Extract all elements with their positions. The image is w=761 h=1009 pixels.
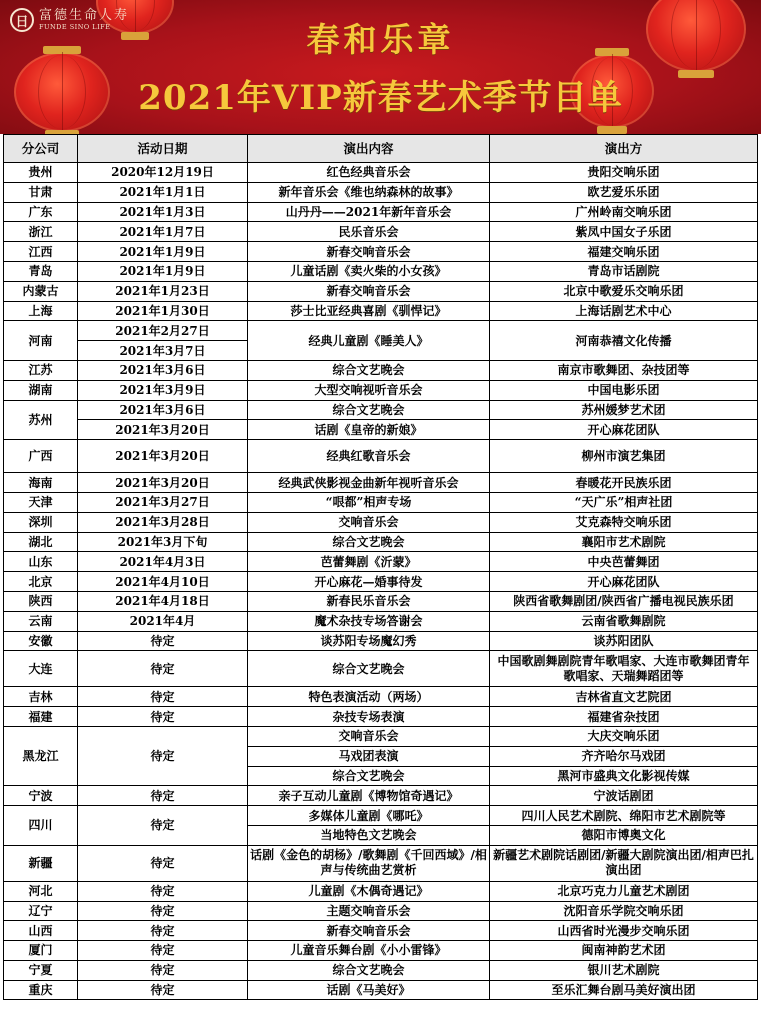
logo-mark-icon: 日: [10, 8, 34, 32]
date-cell: 2021年1月7日: [78, 222, 248, 242]
branch-cell: 大连: [4, 651, 78, 687]
branch-cell: 深圳: [4, 512, 78, 532]
performer-cell: 山西省时光漫步交响乐团: [490, 921, 758, 941]
content-cell: 话剧《马美好》: [248, 980, 490, 1000]
performer-cell: 开心麻花团队: [490, 420, 758, 440]
performer-cell: 宁波话剧团: [490, 786, 758, 806]
performer-cell: 紫凤中国女子乐团: [490, 222, 758, 242]
branch-cell: 河南: [4, 321, 78, 361]
branch-cell: 内蒙古: [4, 281, 78, 301]
performer-cell: 北京巧克力儿童艺术剧团: [490, 881, 758, 901]
performer-cell: 四川人民艺术剧院、绵阳市艺术剧院等: [490, 806, 758, 826]
table-row: [4, 941, 758, 961]
date-cell: 待定: [78, 631, 248, 651]
performer-cell: 谈苏阳团队: [490, 631, 758, 651]
content-cell: 新春交响音乐会: [248, 242, 490, 262]
table-row: [4, 726, 758, 746]
content-cell: 多媒体儿童剧《哪吒》: [248, 806, 490, 826]
content-cell: 综合文艺晚会: [248, 651, 490, 687]
table-row: [4, 881, 758, 901]
branch-cell: 黑龙江: [4, 726, 78, 785]
branch-cell: 江西: [4, 242, 78, 262]
content-cell: 经典红歌音乐会: [248, 440, 490, 473]
performer-cell: 中国电影乐团: [490, 380, 758, 400]
content-cell: 综合文艺晚会: [248, 400, 490, 420]
table-row: [4, 901, 758, 921]
date-cell: 2021年1月9日: [78, 261, 248, 281]
column-header-content: 演出内容: [248, 135, 490, 163]
performer-cell: 闽南神韵艺术团: [490, 941, 758, 961]
performer-cell: 大庆交响乐团: [490, 726, 758, 746]
table-header-row: [4, 135, 758, 163]
branch-cell: 海南: [4, 473, 78, 493]
content-cell: 杂技专场表演: [248, 707, 490, 727]
performer-cell: 河南恭禧文化传播: [490, 321, 758, 361]
date-cell: 2021年1月23日: [78, 281, 248, 301]
column-header-performer: 演出方: [490, 135, 758, 163]
program-table: [3, 134, 758, 1000]
performer-cell: 广州岭南交响乐团: [490, 202, 758, 222]
content-cell: 经典武侠影视金曲新年视听音乐会: [248, 473, 490, 493]
performer-cell: 福建省杂技团: [490, 707, 758, 727]
content-cell: 交响音乐会: [248, 726, 490, 746]
table-row: [4, 532, 758, 552]
performer-cell: 贵阳交响乐团: [490, 163, 758, 183]
branch-cell: 广东: [4, 202, 78, 222]
performer-cell: 至乐汇舞台剧马美好演出团: [490, 980, 758, 1000]
date-cell: 待定: [78, 941, 248, 961]
date-cell: 2021年1月9日: [78, 242, 248, 262]
table-row: [4, 242, 758, 262]
table-row: [4, 261, 758, 281]
page-title-line2: 2021年VIP新春艺术季节目单: [138, 78, 623, 118]
column-header-branch: 分公司: [4, 135, 78, 163]
branch-cell: 河北: [4, 881, 78, 901]
header-banner: [0, 0, 761, 134]
date-cell: 待定: [78, 726, 248, 785]
branch-cell: 福建: [4, 707, 78, 727]
branch-cell: 四川: [4, 806, 78, 846]
branch-cell: 重庆: [4, 980, 78, 1000]
table-row: [4, 921, 758, 941]
performer-cell: 襄阳市艺术剧院: [490, 532, 758, 552]
branch-cell: 天津: [4, 492, 78, 512]
branch-cell: 湖南: [4, 380, 78, 400]
content-cell: 马戏团表演: [248, 746, 490, 766]
table-row: [4, 611, 758, 631]
content-cell: 谈苏阳专场魔幻秀: [248, 631, 490, 651]
date-cell: 2021年4月18日: [78, 591, 248, 611]
branch-cell: 青岛: [4, 261, 78, 281]
content-cell: 红色经典音乐会: [248, 163, 490, 183]
performer-cell: 银川艺术剧院: [490, 960, 758, 980]
date-cell: 2021年4月3日: [78, 552, 248, 572]
table-row: [4, 980, 758, 1000]
date-cell: 2021年1月1日: [78, 182, 248, 202]
date-cell: 2021年3月6日: [78, 360, 248, 380]
table-row: [4, 473, 758, 493]
performer-cell: 春暖花开民族乐团: [490, 473, 758, 493]
performer-cell: 青岛市话剧院: [490, 261, 758, 281]
table-row: [4, 281, 758, 301]
table-row: [4, 845, 758, 881]
date-cell: 待定: [78, 786, 248, 806]
table-row: [4, 321, 758, 341]
performer-cell: 上海话剧艺术中心: [490, 301, 758, 321]
table-row: [4, 786, 758, 806]
date-cell: 2021年4月: [78, 611, 248, 631]
branch-cell: 辽宁: [4, 901, 78, 921]
table-row: [4, 707, 758, 727]
table-row: [4, 572, 758, 592]
branch-cell: 广西: [4, 440, 78, 473]
table-row: [4, 960, 758, 980]
performer-cell: 沈阳音乐学院交响乐团: [490, 901, 758, 921]
table-row: [4, 420, 758, 440]
date-cell: 待定: [78, 901, 248, 921]
table-row: [4, 631, 758, 651]
performer-cell: 黑河市盛典文化影视传媒: [490, 766, 758, 786]
date-cell: 待定: [78, 707, 248, 727]
performer-cell: 北京中歌爱乐交响乐团: [490, 281, 758, 301]
performer-cell: 欧艺爱乐乐团: [490, 182, 758, 202]
branch-cell: 云南: [4, 611, 78, 631]
content-cell: 综合文艺晚会: [248, 960, 490, 980]
date-cell: 2021年3月6日: [78, 400, 248, 420]
date-cell: 待定: [78, 960, 248, 980]
table-row: [4, 552, 758, 572]
logo-chinese-name: 富德生命人寿: [39, 8, 130, 24]
content-cell: 儿童剧《木偶奇遇记》: [248, 881, 490, 901]
table-row: [4, 202, 758, 222]
table-row: [4, 687, 758, 707]
date-cell: 2021年3月20日: [78, 473, 248, 493]
performer-cell: 福建交响乐团: [490, 242, 758, 262]
table-row: [4, 360, 758, 380]
date-cell: 2021年3月9日: [78, 380, 248, 400]
performer-cell: 齐齐哈尔马戏团: [490, 746, 758, 766]
page-title-line1: 春和乐章: [306, 20, 455, 59]
content-cell: 交响音乐会: [248, 512, 490, 532]
table-row: [4, 400, 758, 420]
content-cell: 新年音乐会《维也纳森林的故事》: [248, 182, 490, 202]
table-row: [4, 492, 758, 512]
content-cell: 莎士比亚经典喜剧《驯悍记》: [248, 301, 490, 321]
branch-cell: 甘肃: [4, 182, 78, 202]
date-cell: 2021年4月10日: [78, 572, 248, 592]
performer-cell: “天广乐”相声社团: [490, 492, 758, 512]
date-cell: 待定: [78, 980, 248, 1000]
date-cell: 待定: [78, 806, 248, 846]
performer-cell: 苏州媛梦艺术团: [490, 400, 758, 420]
date-cell: 2021年3月7日: [78, 341, 248, 361]
table-row: [4, 380, 758, 400]
date-cell: 2021年3月下旬: [78, 532, 248, 552]
performer-cell: 德阳市博奥文化: [490, 825, 758, 845]
branch-cell: 北京: [4, 572, 78, 592]
content-cell: 新春交响音乐会: [248, 281, 490, 301]
date-cell: 2021年3月27日: [78, 492, 248, 512]
content-cell: 开心麻花—婚事待发: [248, 572, 490, 592]
date-cell: 2021年3月20日: [78, 420, 248, 440]
performer-cell: 新疆艺术剧院话剧团/新疆大剧院演出团/相声巴扎演出团: [490, 845, 758, 881]
content-cell: 当地特色文艺晚会: [248, 825, 490, 845]
performer-cell: 开心麻花团队: [490, 572, 758, 592]
content-cell: 新春民乐音乐会: [248, 591, 490, 611]
branch-cell: 新疆: [4, 845, 78, 881]
table-row: [4, 591, 758, 611]
performer-cell: 南京市歌舞团、杂技团等: [490, 360, 758, 380]
branch-cell: 贵州: [4, 163, 78, 183]
date-cell: 待定: [78, 881, 248, 901]
branch-cell: 陕西: [4, 591, 78, 611]
performer-cell: 艾克森特交响乐团: [490, 512, 758, 532]
branch-cell: 宁波: [4, 786, 78, 806]
content-cell: 亲子互动儿童剧《博物馆奇遇记》: [248, 786, 490, 806]
date-cell: 待定: [78, 845, 248, 881]
branch-cell: 苏州: [4, 400, 78, 440]
table-row: [4, 806, 758, 826]
date-cell: 2021年1月30日: [78, 301, 248, 321]
table-row: [4, 440, 758, 473]
content-cell: 儿童话剧《卖火柴的小女孩》: [248, 261, 490, 281]
date-cell: 2021年3月28日: [78, 512, 248, 532]
performer-cell: 吉林省直文艺院团: [490, 687, 758, 707]
content-cell: “哏都”相声专场: [248, 492, 490, 512]
table-row: [4, 301, 758, 321]
content-cell: 综合文艺晚会: [248, 532, 490, 552]
date-cell: 2021年1月3日: [78, 202, 248, 222]
content-cell: 民乐音乐会: [248, 222, 490, 242]
branch-cell: 江苏: [4, 360, 78, 380]
content-cell: 话剧《金色的胡杨》/歌舞剧《千回西域》/相声与传统曲艺赏析: [248, 845, 490, 881]
content-cell: 芭蕾舞剧《沂蒙》: [248, 552, 490, 572]
table-row: [4, 163, 758, 183]
content-cell: 大型交响视听音乐会: [248, 380, 490, 400]
column-header-date: 活动日期: [78, 135, 248, 163]
logo-english-name: FUNDE SINO LIFE: [39, 23, 111, 32]
performer-cell: 陕西省歌舞剧团/陕西省广播电视民族乐团: [490, 591, 758, 611]
performer-cell: 柳州市演艺集团: [490, 440, 758, 473]
content-cell: 话剧《皇帝的新娘》: [248, 420, 490, 440]
content-cell: 主题交响音乐会: [248, 901, 490, 921]
content-cell: 山丹丹——2021年新年音乐会: [248, 202, 490, 222]
content-cell: 儿童音乐舞台剧《小小雷锋》: [248, 941, 490, 961]
branch-cell: 宁夏: [4, 960, 78, 980]
performer-cell: 中国歌剧舞剧院青年歌唱家、大连市歌舞团青年歌唱家、天瑞舞蹈团等: [490, 651, 758, 687]
performer-cell: 中央芭蕾舞团: [490, 552, 758, 572]
table-row: [4, 182, 758, 202]
table-row: [4, 222, 758, 242]
date-cell: 2021年3月20日: [78, 440, 248, 473]
content-cell: 新春交响音乐会: [248, 921, 490, 941]
branch-cell: 厦门: [4, 941, 78, 961]
branch-cell: 浙江: [4, 222, 78, 242]
content-cell: 特色表演活动（两场）: [248, 687, 490, 707]
branch-cell: 吉林: [4, 687, 78, 707]
table-row: [4, 651, 758, 687]
branch-cell: 山西: [4, 921, 78, 941]
branch-cell: 湖北: [4, 532, 78, 552]
content-cell: 魔术杂技专场答谢会: [248, 611, 490, 631]
branch-cell: 山东: [4, 552, 78, 572]
content-cell: 经典儿童剧《睡美人》: [248, 321, 490, 361]
branch-cell: 上海: [4, 301, 78, 321]
performer-cell: 云南省歌舞剧院: [490, 611, 758, 631]
date-cell: 待定: [78, 651, 248, 687]
content-cell: 综合文艺晚会: [248, 360, 490, 380]
date-cell: 待定: [78, 921, 248, 941]
branch-cell: 安徽: [4, 631, 78, 651]
date-cell: 2021年2月27日: [78, 321, 248, 341]
date-cell: 2020年12月19日: [78, 163, 248, 183]
date-cell: 待定: [78, 687, 248, 707]
table-row: [4, 512, 758, 532]
content-cell: 综合文艺晚会: [248, 766, 490, 786]
